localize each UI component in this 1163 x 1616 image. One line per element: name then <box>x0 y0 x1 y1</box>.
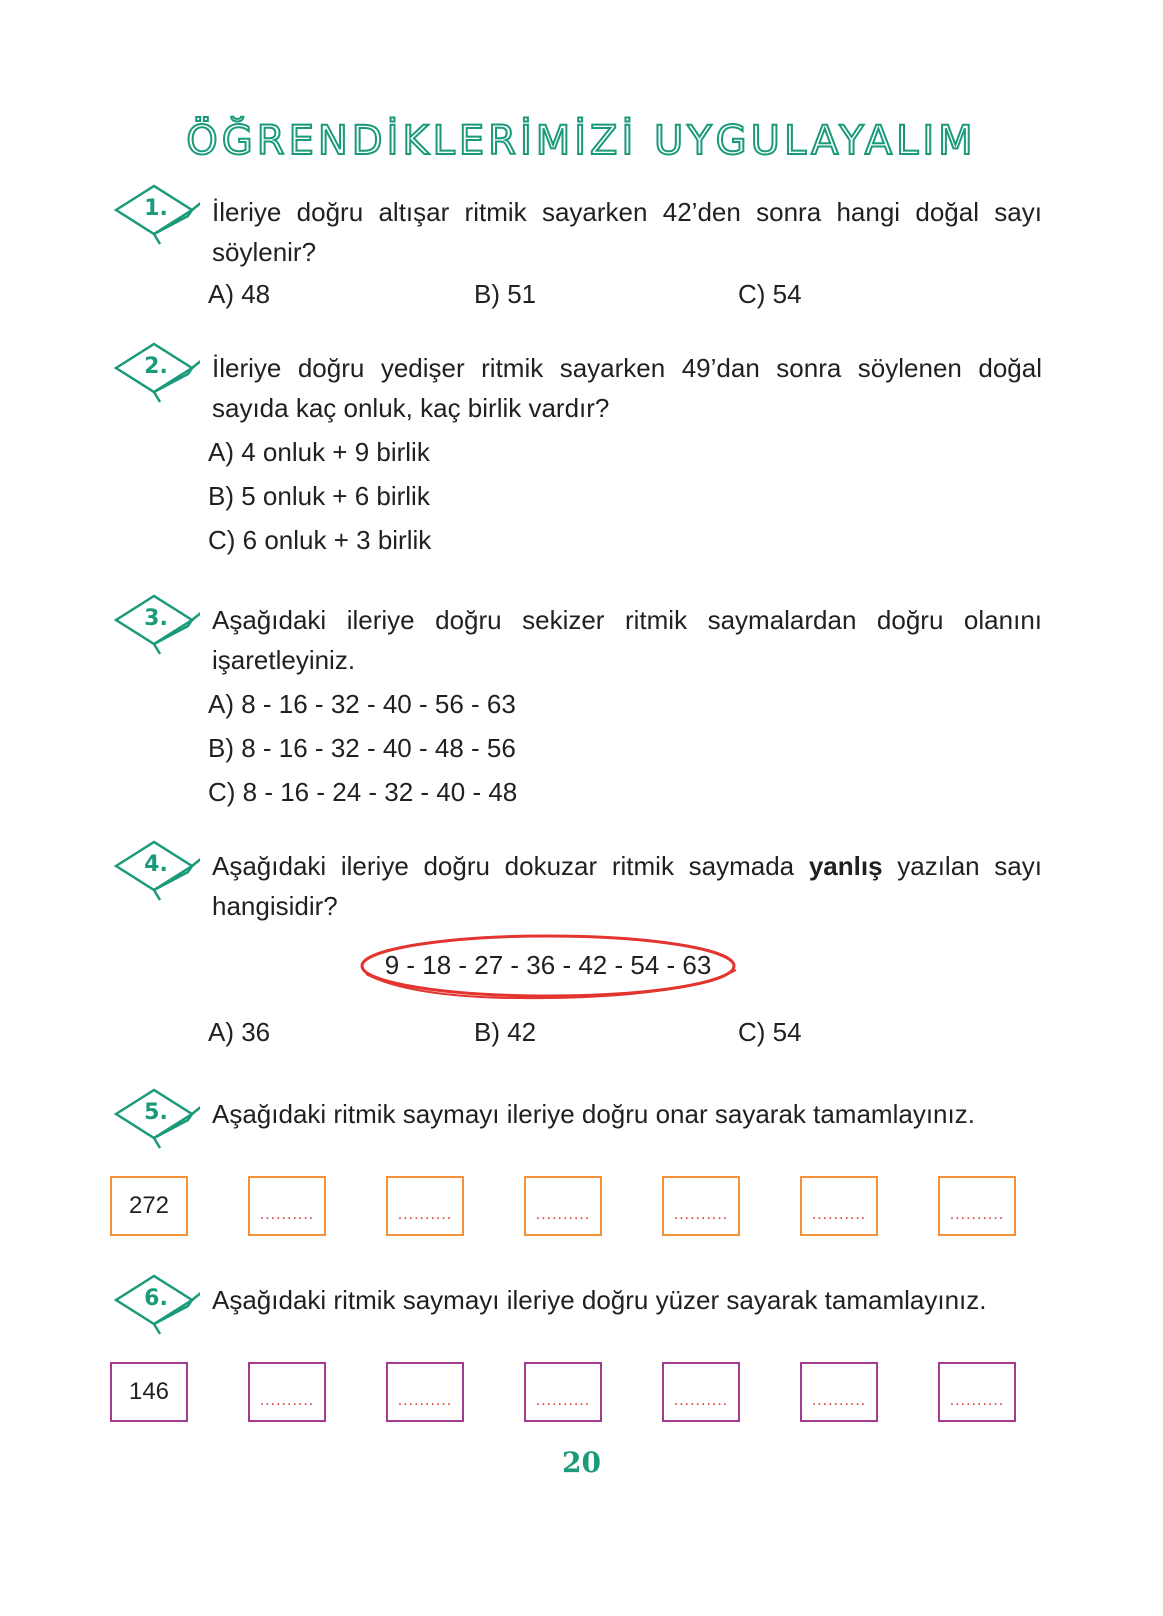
question-3-option-c[interactable]: C) 8 - 16 - 24 - 32 - 40 - 48 <box>208 777 518 807</box>
question-2-option-b[interactable]: B) 5 onluk + 6 birlik <box>208 481 430 511</box>
question-4-option-c[interactable]: C) 54 <box>738 1017 802 1047</box>
answer-box[interactable]: .......... <box>800 1362 878 1422</box>
question-number: 5. <box>144 1100 168 1125</box>
question-2-badge <box>110 336 200 406</box>
answer-box[interactable]: .......... <box>386 1362 464 1422</box>
answer-box[interactable]: .......... <box>386 1176 464 1236</box>
sequence-start-box: 146 <box>110 1362 188 1422</box>
sequence-oval <box>356 934 740 1002</box>
answer-box[interactable]: .......... <box>938 1176 1016 1236</box>
page-number: 20 <box>562 1446 601 1479</box>
page-title: ÖĞRENDİKLERİMİZİ UYGULAYALIM <box>186 118 977 164</box>
answer-box[interactable]: .......... <box>662 1176 740 1236</box>
question-4-option-b[interactable]: B) 42 <box>474 1017 537 1047</box>
answer-box[interactable]: .......... <box>800 1176 878 1236</box>
question-6-badge <box>110 1268 200 1338</box>
question-1-option-b[interactable]: B) 51 <box>474 279 537 309</box>
answer-box[interactable]: .......... <box>662 1362 740 1422</box>
question-4-text: Aşağıdaki ileriye doğru dokuzar ritmik saymada yanlış yazılan sayı hangisidir? <box>212 851 1042 921</box>
question-number: 4. <box>144 852 168 877</box>
question-5-text: Aşağıdaki ritmik saymayı ileriye doğru onar sayarak tamamlayınız. <box>212 1099 975 1129</box>
question-5-badge <box>110 1082 200 1152</box>
emphasis-word: yanlış <box>808 851 883 881</box>
question-2-text: İleriye doğru yedişer ritmik sayarken 49’dan sonra söylenen doğal sayıda kaç onluk, kaç birlik vardır? <box>212 353 1042 423</box>
question-6-text: Aşağıdaki ritmik saymayı ileriye doğru yüzer sayarak tamamlayınız. <box>212 1285 987 1315</box>
answer-box[interactable]: .......... <box>248 1362 326 1422</box>
question-4-option-a[interactable]: A) 36 <box>208 1017 271 1047</box>
question-2-option-c[interactable]: C) 6 onluk + 3 birlik <box>208 525 432 555</box>
question-4-badge <box>110 834 200 904</box>
question-3-option-a[interactable]: A) 8 - 16 - 32 - 40 - 56 - 63 <box>208 689 516 719</box>
sequence-start-box: 272 <box>110 1176 188 1236</box>
answer-box[interactable]: .......... <box>938 1362 1016 1422</box>
question-number: 6. <box>144 1286 168 1311</box>
question-1-badge <box>110 178 200 248</box>
question-number: 1. <box>144 196 168 221</box>
question-3-option-b[interactable]: B) 8 - 16 - 32 - 40 - 48 - 56 <box>208 733 516 763</box>
answer-box[interactable]: .......... <box>524 1176 602 1236</box>
question-1-option-a[interactable]: A) 48 <box>208 279 271 309</box>
answer-box[interactable]: .......... <box>524 1362 602 1422</box>
answer-box[interactable]: .......... <box>248 1176 326 1236</box>
question-1-text: İleriye doğru altışar ritmik sayarken 42’den sonra hangi doğal sayı söylenir? <box>212 197 1042 267</box>
question-2-option-a[interactable]: A) 4 onluk + 9 birlik <box>208 437 430 467</box>
number-sequence: 9 - 18 - 27 - 36 - 42 - 54 - 63 <box>384 950 712 980</box>
question-number: 3. <box>144 606 168 631</box>
question-number: 2. <box>144 354 168 379</box>
question-3-text: Aşağıdaki ileriye doğru sekizer ritmik saymalardan doğru olanını işaretleyiniz. <box>212 605 1042 675</box>
question-1-option-c[interactable]: C) 54 <box>738 279 802 309</box>
question-3-badge <box>110 588 200 658</box>
